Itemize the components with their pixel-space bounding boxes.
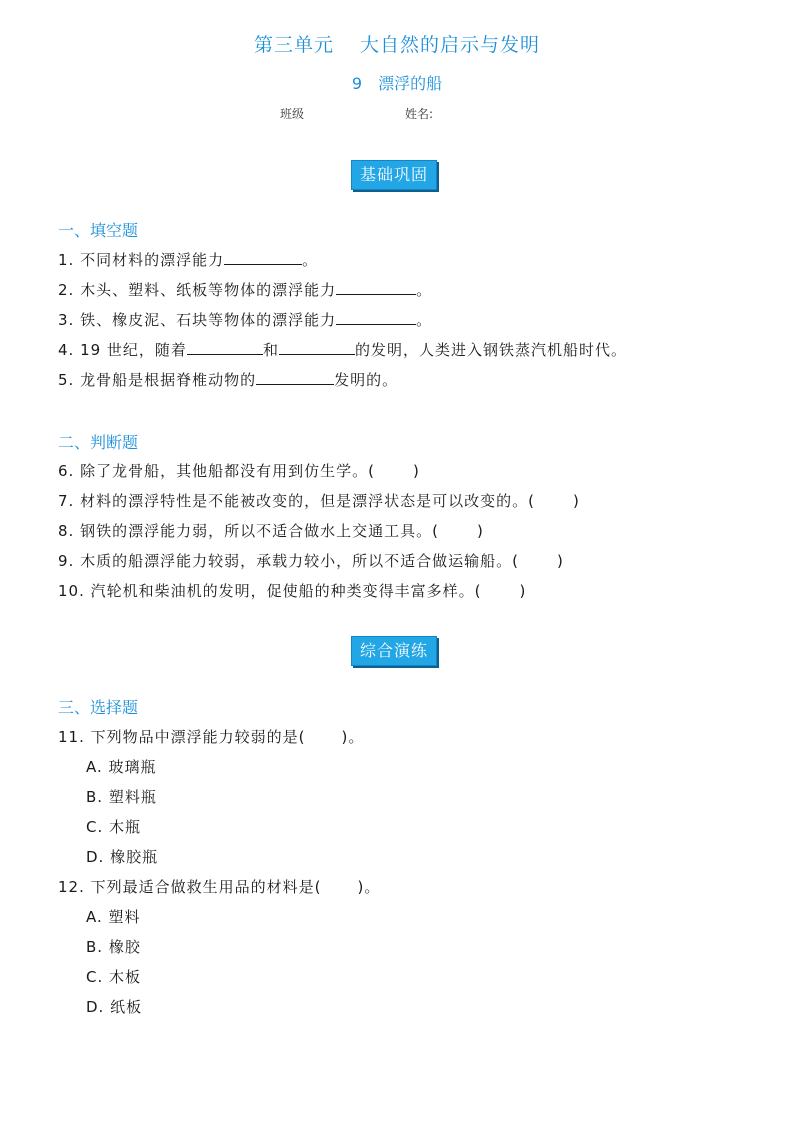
- multiple-choice-heading: 三、选择题: [58, 698, 139, 717]
- option-item[interactable]: B. 塑料瓶: [86, 788, 157, 806]
- option-item[interactable]: C. 木板: [86, 968, 142, 986]
- banner-comprehensive: 综合演练: [351, 636, 437, 666]
- lesson-title: [0, 71, 794, 94]
- answer-blank[interactable]: [279, 340, 355, 355]
- lesson-number: 9: [351, 74, 363, 93]
- name-label: 姓名:: [405, 107, 434, 121]
- option-item[interactable]: B. 橡胶: [86, 938, 141, 956]
- question-7: 7. 材料的漂浮特性是不能被改变的，但是漂浮状态是可以改变的。( ): [58, 492, 580, 510]
- option-item[interactable]: C. 木瓶: [86, 818, 142, 836]
- option-item[interactable]: D. 纸板: [86, 998, 143, 1016]
- option-item[interactable]: D. 橡胶瓶: [86, 848, 159, 866]
- answer-blank[interactable]: [187, 340, 263, 355]
- lesson-name: 漂浮的船: [378, 74, 443, 93]
- question-2: 2. 木头、塑料、纸板等物体的漂浮能力 。: [58, 281, 433, 299]
- option-item[interactable]: A. 塑料: [86, 908, 141, 926]
- unit-name: 大自然的启示与发明: [360, 34, 541, 56]
- fill-blank-heading: 一、填空题: [58, 221, 139, 240]
- class-label: 班级: [280, 107, 305, 121]
- question-12: 12. 下列最适合做救生用品的材料是( )。: [58, 878, 381, 896]
- answer-blank[interactable]: [224, 250, 302, 265]
- answer-blank[interactable]: [336, 280, 416, 295]
- true-false-heading: 二、判断题: [58, 433, 139, 452]
- question-5: 5. 龙骨船是根据脊椎动物的 发明的。: [58, 371, 399, 389]
- unit-title: [0, 30, 794, 57]
- question-3: 3. 铁、橡皮泥、石块等物体的漂浮能力 。: [58, 311, 433, 329]
- unit-label: 第三单元: [253, 34, 334, 56]
- question-6: 6. 除了龙骨船，其他船都没有用到仿生学。( ): [58, 462, 420, 480]
- answer-blank[interactable]: [336, 310, 416, 325]
- question-10: 10. 汽轮机和柴油机的发明，促使船的种类变得丰富多样。( ): [58, 582, 527, 600]
- question-11: 11. 下列物品中漂浮能力较弱的是( )。: [58, 728, 365, 746]
- question-1: 1. 不同材料的漂浮能力 。: [58, 251, 319, 269]
- banner-basic: 基础巩固: [351, 160, 437, 190]
- option-item[interactable]: A. 玻璃瓶: [86, 758, 157, 776]
- question-4: 4. 19 世纪，随着 和 的发明，人类进入钢铁蒸汽机船时代。: [58, 341, 627, 359]
- question-9: 9. 木质的船漂浮能力较弱，承载力较小，所以不适合做运输船。( ): [58, 552, 564, 570]
- answer-blank[interactable]: [256, 370, 334, 385]
- question-8: 8. 钢铁的漂浮能力弱，所以不适合做水上交通工具。( ): [58, 522, 484, 540]
